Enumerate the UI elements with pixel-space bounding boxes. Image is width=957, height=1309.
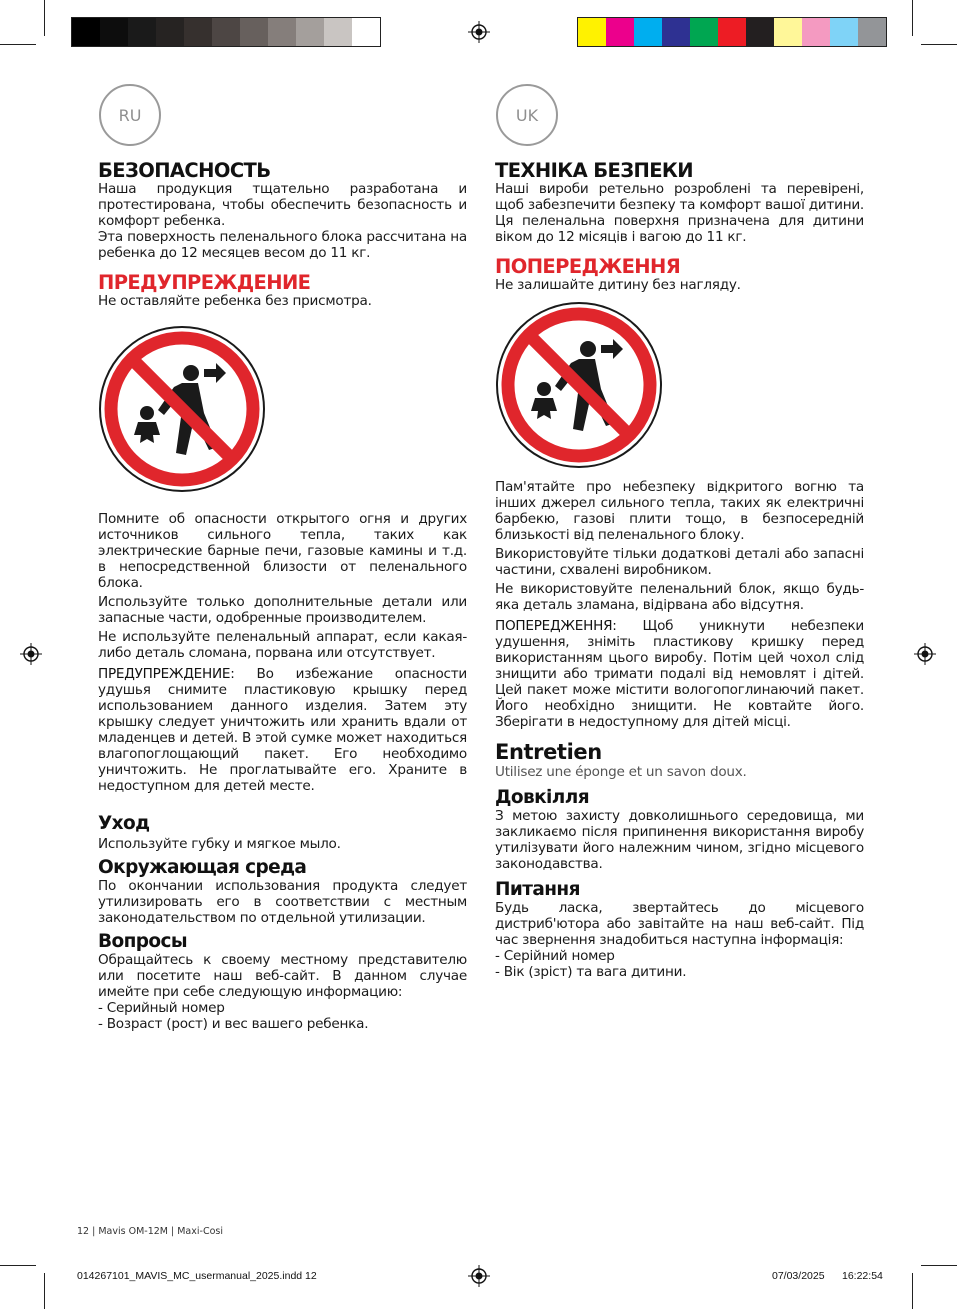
uk-column (495, 161, 864, 980)
ru-safety-paragraph-2: Эта поверхность пеленального блока рассчитана на ребенка до 12 месяцев весом до 11 кг. (98, 229, 467, 261)
uk-questions-item: - Вік (зріст) та вага дитини. (495, 964, 687, 980)
page-footer: 12 | Mavis OM-12M | Maxi-Cosi (77, 1226, 223, 1237)
color-swatch (578, 18, 606, 46)
crop-mark (912, 1273, 913, 1309)
uk-warning-title: ПОПЕРЕДЖЕННЯ (495, 255, 681, 278)
color-swatch (774, 18, 802, 46)
ru-warn-text: Во избежание опасности удушья снимите пластиковую крышку перед использованием данного изделия. Затем эту крышку следует уничтожить или хранить вдали от младенцев и детей. В этой сумке может находиться влагопоглощающий пакет. Его необходимо уничтожить. Не проглатывайте его. Храните в недоступном для детей месте. (98, 666, 467, 794)
ru-warning-title: ПРЕДУПРЕЖДЕНИЕ (98, 271, 311, 294)
ru-environment-text: По окончании использования продукта следует утилизировать его в соответствии с местным законодательством по отдельной утилизации. (98, 878, 467, 926)
gray-swatch (324, 18, 352, 46)
slug-time: 16:22:54 (842, 1270, 883, 1282)
ru-broken-note: Не используйте пеленальный аппарат, если какая-либо деталь сломана, порвана или отсутствует. (98, 629, 467, 661)
model-name: Mavis OM-12M (98, 1226, 168, 1237)
color-swatch (802, 18, 830, 46)
registration-mark-icon (914, 643, 936, 665)
ru-questions-item: - Возраст (рост) и вес вашего ребенка. (98, 1016, 369, 1032)
color-swatch (606, 18, 634, 46)
ru-environment-title: Окружающая среда (98, 857, 307, 878)
gray-swatch (240, 18, 268, 46)
gray-swatch (100, 18, 128, 46)
registration-mark-icon (20, 643, 42, 665)
ru-warning-text: Не оставляйте ребенка без присмотра. (98, 293, 372, 309)
color-swatch (634, 18, 662, 46)
uk-warn-text: Щоб уникнути небезпеки удушення, зніміть пластикову кришку перед використанням цього виробу. Потім цей чохол слід знищити або тримати подалі від немовлят і дітей. Цей пакет може містити вологопоглинаючий пакет. Його необхідно знищити. Не ковтайте його. Зберігати в недоступному для дітей місці. (495, 618, 864, 730)
process-color-bar (577, 17, 887, 47)
color-swatch (718, 18, 746, 46)
ru-care-title: Уход (98, 813, 150, 834)
ru-suffocation-warning (98, 666, 467, 794)
brand-name: Maxi-Cosi (177, 1226, 223, 1237)
ru-warn-label: ПРЕДУПРЕЖДЕНИЕ: (98, 666, 235, 682)
ru-fire-warning: Помните об опасности открытого огня и других источников сильного тепла, таких как электрические барные печи, газовые камины и т.д. в непосредственной близости от пеленального блока. (98, 511, 467, 591)
slug-date: 07/03/2025 (772, 1270, 825, 1282)
uk-warn-label: ПОПЕРЕДЖЕННЯ: (495, 618, 617, 634)
gray-swatch (184, 18, 212, 46)
crop-mark (921, 44, 957, 45)
language-badge-uk: UK (496, 84, 558, 146)
uk-questions-title: Питання (495, 879, 580, 900)
uk-environment-text: З метою захисту довколишнього середовища, ми закликаємо після припинення використання виробу утилізувати його належним чином, згідно місцевого законодавства. (495, 808, 864, 872)
uk-suffocation-warning (495, 618, 864, 730)
ru-column (98, 161, 467, 1032)
gray-swatch (156, 18, 184, 46)
uk-questions-text: Будь ласка, звертайтесь до місцевого дистриб'ютора або завітайте на наш веб-сайт. Під час звернення знадобиться наступна інформація: (495, 900, 864, 948)
ru-questions-title: Вопросы (98, 931, 188, 952)
gray-swatch (268, 18, 296, 46)
ru-safety-paragraph: Наша продукция тщательно разработана и протестирована, чтобы обеспечить безопасность и комфорт ребенка. (98, 181, 467, 229)
crop-mark (912, 0, 913, 36)
ru-questions-text: Обращайтесь к своему местному представителю или посетите наш веб-сайт. В данном случае имейте при себе следующую информацию: (98, 952, 467, 1000)
color-swatch (858, 18, 886, 46)
uk-safety-paragraph: Наші вироби ретельно розроблені та перевірені, щоб забезпечити безпеку та комфорт вашої дитини. Ця пеленальна поверхня призначена для дитини віком до 12 місяців і вагою до 11 кг. (495, 181, 864, 245)
color-swatch (662, 18, 690, 46)
ru-care-text: Используйте губку и мягкое мыло. (98, 836, 341, 852)
gray-swatch (72, 18, 100, 46)
file-slug: 014267101_MAVIS_MC_usermanual_2025.indd 12 (77, 1270, 317, 1282)
uk-broken-note: Не використовуйте пеленальний блок, якщо будь-яка деталь зламана, відірвана або відсутня. (495, 581, 864, 613)
crop-mark (44, 1273, 45, 1309)
registration-mark-icon (468, 21, 490, 43)
uk-parts-note: Використовуйте тільки додаткові деталі або запасні частини, схвалені виробником. (495, 546, 864, 578)
ru-parts-note: Используйте только дополнительные детали или запасные части, одобренные производителем. (98, 594, 467, 626)
uk-questions-item: - Серійний номер (495, 948, 615, 964)
crop-mark (44, 0, 45, 36)
ru-safety-title: БЕЗОПАСНОСТЬ (98, 159, 271, 182)
color-swatch (746, 18, 774, 46)
uk-care-text: Utilisez une éponge et un savon doux. (495, 764, 747, 780)
page-number: 12 (77, 1226, 90, 1237)
uk-care-title: Entretien (495, 740, 602, 764)
uk-warning-text: Не залишайте дитину без нагляду. (495, 277, 741, 293)
uk-environment-title: Довкілля (495, 787, 589, 808)
language-badge-ru: RU (99, 84, 161, 146)
gray-swatch (352, 18, 380, 46)
color-swatch (830, 18, 858, 46)
uk-fire-warning: Пам'ятайте про небезпеку відкритого вогню та інших джерел сильного тепла, таких як електричні барбекю, газові плити тощо, в безпосередній близькості від пеленального блоку. (495, 479, 864, 543)
crop-mark (921, 1265, 957, 1266)
registration-mark-icon (468, 1265, 490, 1287)
ru-questions-item: - Серийный номер (98, 1000, 225, 1016)
gray-swatch (128, 18, 156, 46)
crop-mark (0, 44, 36, 45)
no-leaving-child-unattended-sign-icon (98, 325, 266, 493)
color-swatch (690, 18, 718, 46)
gray-swatch (296, 18, 324, 46)
grayscale-color-bar (71, 17, 381, 47)
no-leaving-child-unattended-sign-icon (495, 301, 663, 469)
crop-mark (0, 1265, 36, 1266)
uk-safety-title: ТЕХНІКА БЕЗПЕКИ (495, 159, 693, 182)
gray-swatch (212, 18, 240, 46)
